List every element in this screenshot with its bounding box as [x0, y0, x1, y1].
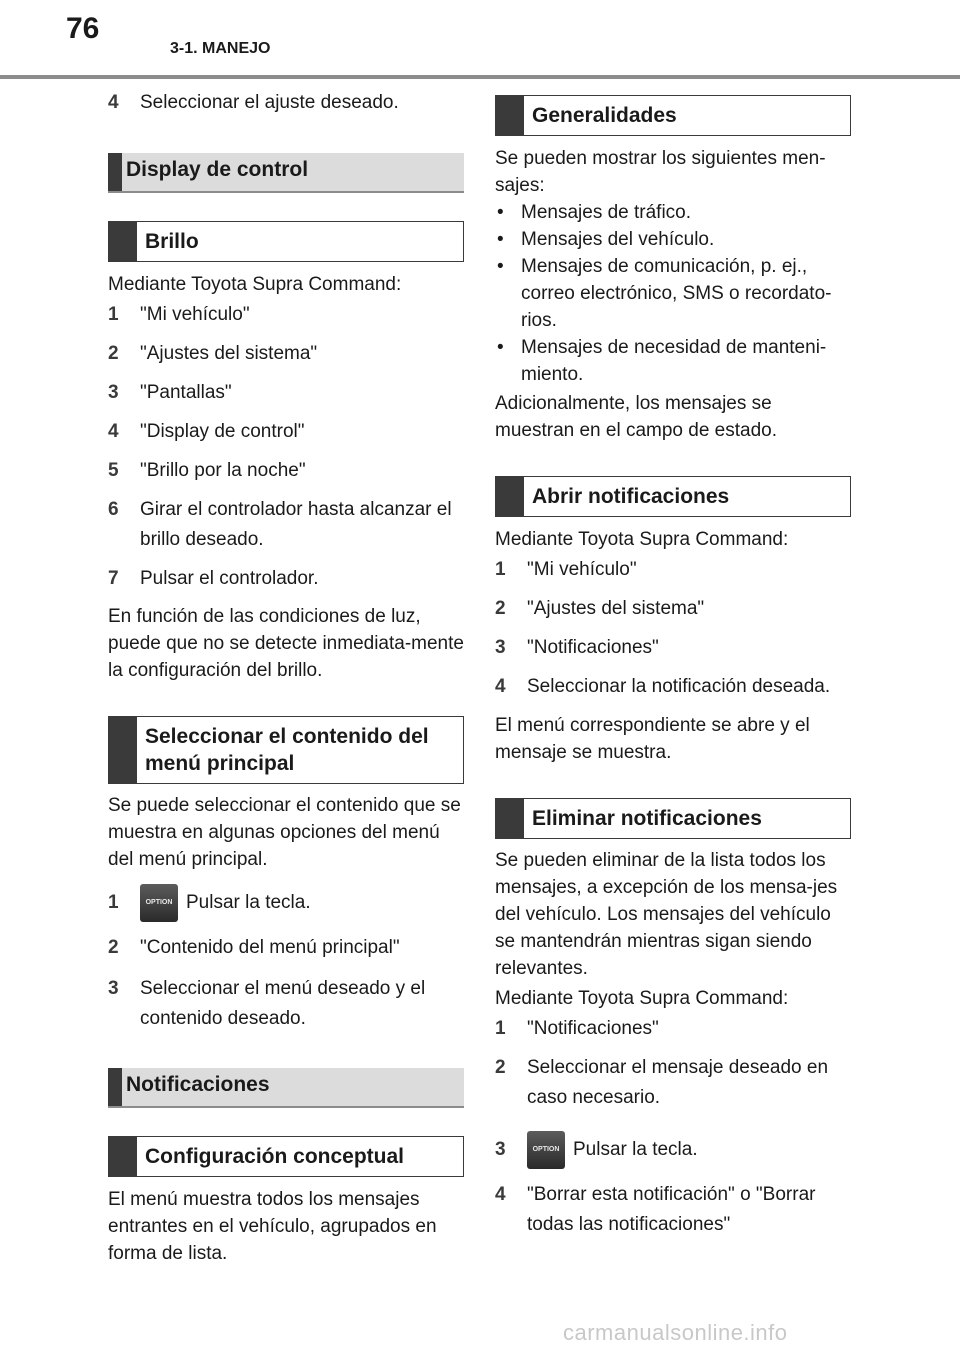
- subsection-bar: [496, 96, 524, 135]
- step-number: 4: [495, 1184, 506, 1205]
- paragraph: El menú correspondiente se abre y el mensaje se muestra.: [495, 715, 810, 763]
- step-text: "Pantallas": [140, 382, 232, 403]
- paragraph: En función de las condiciones de luz, puede que no se detecte inmediata-mente la configuración del brillo.: [108, 606, 464, 681]
- bullet-list: [495, 199, 851, 388]
- paragraph: Se puede seleccionar el contenido que se muestra en algunas opciones del menú del menú principal.: [108, 795, 461, 870]
- step-text: "Display de control": [140, 421, 305, 442]
- option-key-icon: OPTION: [527, 1131, 565, 1169]
- subsection-header-abrir: [495, 476, 851, 517]
- subsection-bar: [496, 799, 524, 838]
- step-text: "Borrar esta notificación" o "Borrar todas las notificaciones": [527, 1184, 816, 1235]
- step-number: 1: [108, 304, 119, 325]
- paragraph: El menú muestra todos los mensajes entrantes en el vehículo, agrupados en forma de lista.: [108, 1189, 437, 1264]
- step-item: [108, 933, 464, 963]
- step-text: Girar el controlador hasta alcanzar el brillo deseado.: [140, 499, 452, 550]
- step-item: [495, 1014, 851, 1044]
- subsection-bar: [496, 477, 524, 516]
- step-number: 4: [108, 421, 119, 442]
- step-item: [108, 974, 464, 1034]
- step-number: 5: [108, 460, 119, 481]
- step-text: "Brillo por la noche": [140, 460, 306, 481]
- step-text: "Ajustes del sistema": [140, 343, 318, 364]
- step-item: [108, 884, 464, 922]
- step-text: "Notificaciones": [527, 1018, 659, 1039]
- subsection-title: Seleccionar el contenido del menú principal: [145, 725, 429, 775]
- step-number: 1: [495, 1018, 506, 1039]
- step-item: [108, 300, 464, 330]
- list-item: • Mensajes de comunicación, p. ej., correo electrónico, SMS o recordato-rios.: [495, 253, 851, 334]
- step-text: Seleccionar el menú deseado y el contenido deseado.: [140, 978, 426, 1029]
- step-item: [495, 594, 851, 624]
- step-number: 1: [108, 892, 119, 913]
- paragraph: Mediante Toyota Supra Command:: [495, 529, 789, 550]
- list-item: • Mensajes de tráfico.: [495, 199, 851, 226]
- step-item: [495, 672, 851, 702]
- step-text: Pulsar la tecla.: [573, 1139, 698, 1160]
- step-item: [495, 633, 851, 663]
- step-item: [108, 417, 464, 447]
- step-item: [108, 495, 464, 555]
- subsection-title: Generalidades: [532, 104, 677, 127]
- step-item: [495, 555, 851, 585]
- step-text: "Ajustes del sistema": [527, 598, 705, 619]
- list-item: • Mensajes del vehículo.: [495, 226, 851, 253]
- subsection-bar: [109, 222, 137, 261]
- subsection-header-eliminar: [495, 798, 851, 839]
- step-text: "Mi vehículo": [527, 559, 637, 580]
- paragraph: Adicionalmente, los mensajes se muestran en el campo de estado.: [495, 393, 778, 441]
- step-number: 2: [108, 343, 119, 364]
- step-number: 7: [108, 568, 119, 589]
- subsection-title: Configuración conceptual: [145, 1145, 405, 1168]
- step-number: 1: [495, 559, 506, 580]
- list-item: • Mensajes de necesidad de manteni-miento.: [495, 334, 851, 388]
- subsection-header-contenido: [108, 716, 464, 784]
- step-number: 3: [108, 978, 119, 999]
- step-item: [108, 456, 464, 486]
- step-text: Pulsar la tecla.: [186, 892, 311, 913]
- step-item: [495, 1131, 851, 1169]
- paragraph: Se pueden mostrar los siguientes men-sajes:: [495, 148, 826, 196]
- paragraph: Se pueden eliminar de la lista todos los mensajes, a excepción de los mensa-jes del vehículo. Los mensajes del vehículo se mantendrán mientras sigan siendo relevantes.: [495, 850, 838, 979]
- page-number: 76: [66, 12, 100, 45]
- step-number: 3: [495, 1139, 506, 1160]
- step-number: 6: [108, 499, 119, 520]
- subsection-bar: [109, 717, 137, 783]
- paragraph: Mediante Toyota Supra Command:: [495, 988, 789, 1009]
- step-text: Seleccionar el mensaje deseado en caso necesario.: [527, 1057, 829, 1108]
- section-title: Notificaciones: [126, 1073, 270, 1096]
- step-text: Seleccionar el ajuste deseado.: [140, 92, 399, 113]
- subsection-header-generalidades: [495, 95, 851, 136]
- step-number: 4: [108, 92, 119, 113]
- subsection-title: Abrir notificaciones: [532, 485, 730, 508]
- section-title: Display de control: [126, 158, 309, 181]
- section-bar: [108, 153, 122, 191]
- step-number: 4: [495, 676, 506, 697]
- chapter-title: 3-1. MANEJO: [170, 40, 271, 57]
- step-number: 2: [495, 598, 506, 619]
- subsection-title: Brillo: [145, 230, 199, 253]
- step-item: [495, 1053, 851, 1113]
- step-number: 3: [495, 637, 506, 658]
- step-text: Pulsar el controlador.: [140, 568, 319, 589]
- subsection-title: Eliminar notificaciones: [532, 807, 762, 830]
- step-item: [495, 1180, 851, 1240]
- step-text: "Notificaciones": [527, 637, 659, 658]
- step-item: [108, 564, 464, 594]
- paragraph: Mediante Toyota Supra Command:: [108, 274, 402, 295]
- step-text: Seleccionar la notificación deseada.: [527, 676, 831, 697]
- section-header-notificaciones: [108, 1068, 464, 1108]
- step-item: [108, 88, 464, 118]
- option-key-icon: OPTION: [140, 884, 178, 922]
- subsection-bar: [109, 1137, 137, 1176]
- step-item: [108, 339, 464, 369]
- step-text: "Contenido del menú principal": [140, 937, 400, 958]
- watermark: carmanualsonline.info: [563, 1320, 788, 1345]
- step-number: 2: [495, 1057, 506, 1078]
- header-rule: [0, 75, 960, 79]
- section-header-display: [108, 153, 464, 193]
- step-item: [108, 378, 464, 408]
- section-bar: [108, 1068, 122, 1106]
- subsection-header-brillo: [108, 221, 464, 262]
- subsection-header-configuracion: [108, 1136, 464, 1177]
- step-text: "Mi vehículo": [140, 304, 250, 325]
- step-number: 3: [108, 382, 119, 403]
- step-number: 2: [108, 937, 119, 958]
